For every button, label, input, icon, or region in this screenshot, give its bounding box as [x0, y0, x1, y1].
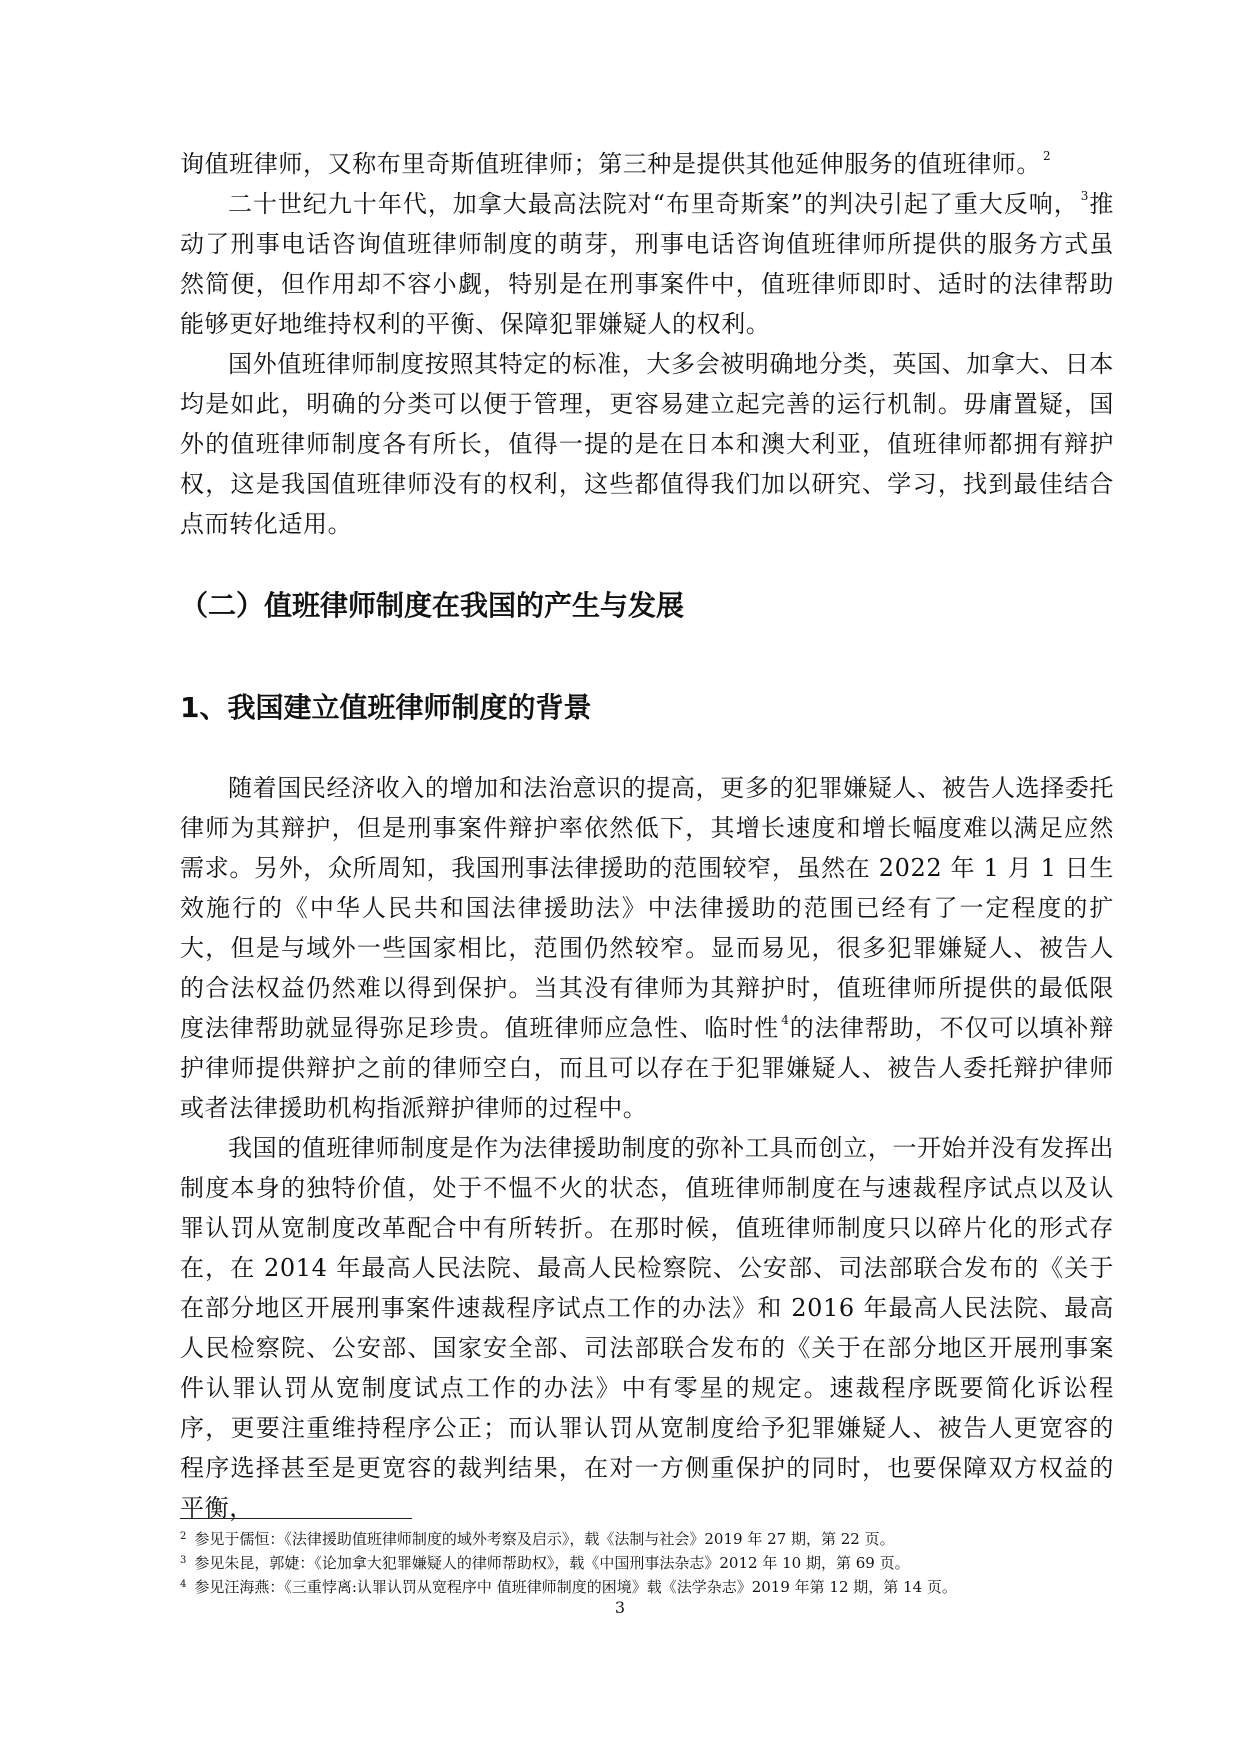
footnote-2	[180, 1526, 1114, 1550]
paragraph-1	[180, 144, 1114, 184]
paragraph-1-text: 询值班律师，又称布里奇斯值班律师；第三种是提供其他延伸服务的值班律师。	[180, 150, 1041, 178]
footnote-separator	[180, 1518, 412, 1519]
footnote-ref-3[interactable]: 3	[1080, 189, 1090, 203]
paragraph-5-text: 我国的值班律师制度是作为法律援助制度的弥补工具而创立，一开始并没有发挥出制度本身的独特价值，处于不愠不火的状态，值班律师制度在与速裁程序试点以及认罪认罚从宽制度改革配合中有所转折。在那时候，值班律师制度只以碎片化的形式存在，在 2014 年最高人民法院、最高人民检察院、公安部、司法部联合发布的《关于在部分地区开展刑事案件速裁程序试点工作的办法》和 2016 年最高人民法院、最高人民检察院、公安部、国家安全部、司法部联合发布的《关于在部分地区开展刑事案件认罪认罚从宽制度试点工作的办法》中有零星的规定。速裁程序既要简化诉讼程序，更要注重维持程序公正；而认罪认罚从宽制度给予犯罪嫌疑人、被告人更宽容的程序选择甚至是更宽容的裁判结果，在对一方侧重保护的同时，也要保障双方权益的平衡，	[180, 1134, 1114, 1522]
paragraph-2-text-b: 推动了刑事电话咨询值班律师制度的萌芽，刑事电话咨询值班律师所提供的服务方式虽然简便，但作用却不容小觑，特别是在刑事案件中，值班律师即时、适时的法律帮助能够更好地维持权利的平衡、保障犯罪嫌疑人的权利。	[180, 190, 1114, 338]
footnote-ref-4[interactable]: 4	[781, 1013, 790, 1027]
footnotes	[180, 1526, 1114, 1598]
footnote-text: 参见汪海燕：《三重悖离:认罪认罚从宽程序中 值班律师制度的困境》载《法学杂志》2019 年第 12 期，第 14 页。	[194, 1578, 957, 1596]
paragraph-4-text-b: 的法律帮助，不仅可以填补辩护律师提供辩护之前的律师空白，而且可以存在于犯罪嫌疑人、被告人委托辩护律师或者法律援助机构指派辩护律师的过程中。	[180, 1014, 1114, 1122]
paragraph-3	[180, 344, 1114, 544]
footnote-3	[180, 1550, 1114, 1574]
footnote-ref-2[interactable]: 2	[1043, 149, 1052, 163]
paragraph-3-text: 国外值班律师制度按照其特定的标准，大多会被明确地分类，英国、加拿大、日本均是如此，明确的分类可以便于管理，更容易建立起完善的运行机制。毋庸置疑，国外的值班律师制度各有所长，值得一提的是在日本和澳大利亚，值班律师都拥有辩护权，这是我国值班律师没有的权利，这些都值得我们加以研究、学习，找到最佳结合点而转化适用。	[180, 350, 1114, 538]
paragraph-2-text-a: 二十世纪九十年代，加拿大最高法院对“布里奇斯案”的判决引起了重大反响，	[228, 190, 1079, 218]
footnote-number: 4	[180, 1579, 187, 1590]
paragraph-4	[180, 768, 1114, 1128]
footnote-4	[180, 1574, 1114, 1598]
paragraph-2	[180, 184, 1114, 344]
footnote-text: 参见朱昆，郭婕：《论加拿大犯罪嫌疑人的律师帮助权》，载《中国刑事法杂志》2012 年 10 期，第 69 页。	[194, 1554, 910, 1572]
footnote-number: 2	[180, 1531, 187, 1542]
footnote-number: 3	[180, 1555, 187, 1566]
section-heading: （二）值班律师制度在我国的产生与发展	[180, 589, 685, 622]
paragraph-5	[180, 1128, 1114, 1528]
footnote-text: 参见于儒恒：《法律援助值班律师制度的域外考察及启示》，载《法制与社会》2019 年 27 期，第 22 页。	[194, 1530, 895, 1548]
paragraph-4-text-a: 随着国民经济收入的增加和法治意识的提高，更多的犯罪嫌疑人、被告人选择委托律师为其辩护，但是刑事案件辩护率依然低下，其增长速度和增长幅度难以满足应然需求。另外，众所周知，我国刑事法律援助的范围较窄，虽然在 2022 年 1 月 1 日生效施行的《中华人民共和国法律援助法》中法律援助的范围已经有了一定程度的扩大，但是与域外一些国家相比，范围仍然较窄。显而易见，很多犯罪嫌疑人、被告人的合法权益仍然难以得到保护。当其没有律师为其辩护时，值班律师所提供的最低限度法律帮助就显得弥足珍贵。值班律师应急性、临时性	[180, 774, 1114, 1042]
page-number: 3	[614, 1598, 626, 1617]
subsection-heading: 1、我国建立值班律师制度的背景	[180, 691, 592, 724]
